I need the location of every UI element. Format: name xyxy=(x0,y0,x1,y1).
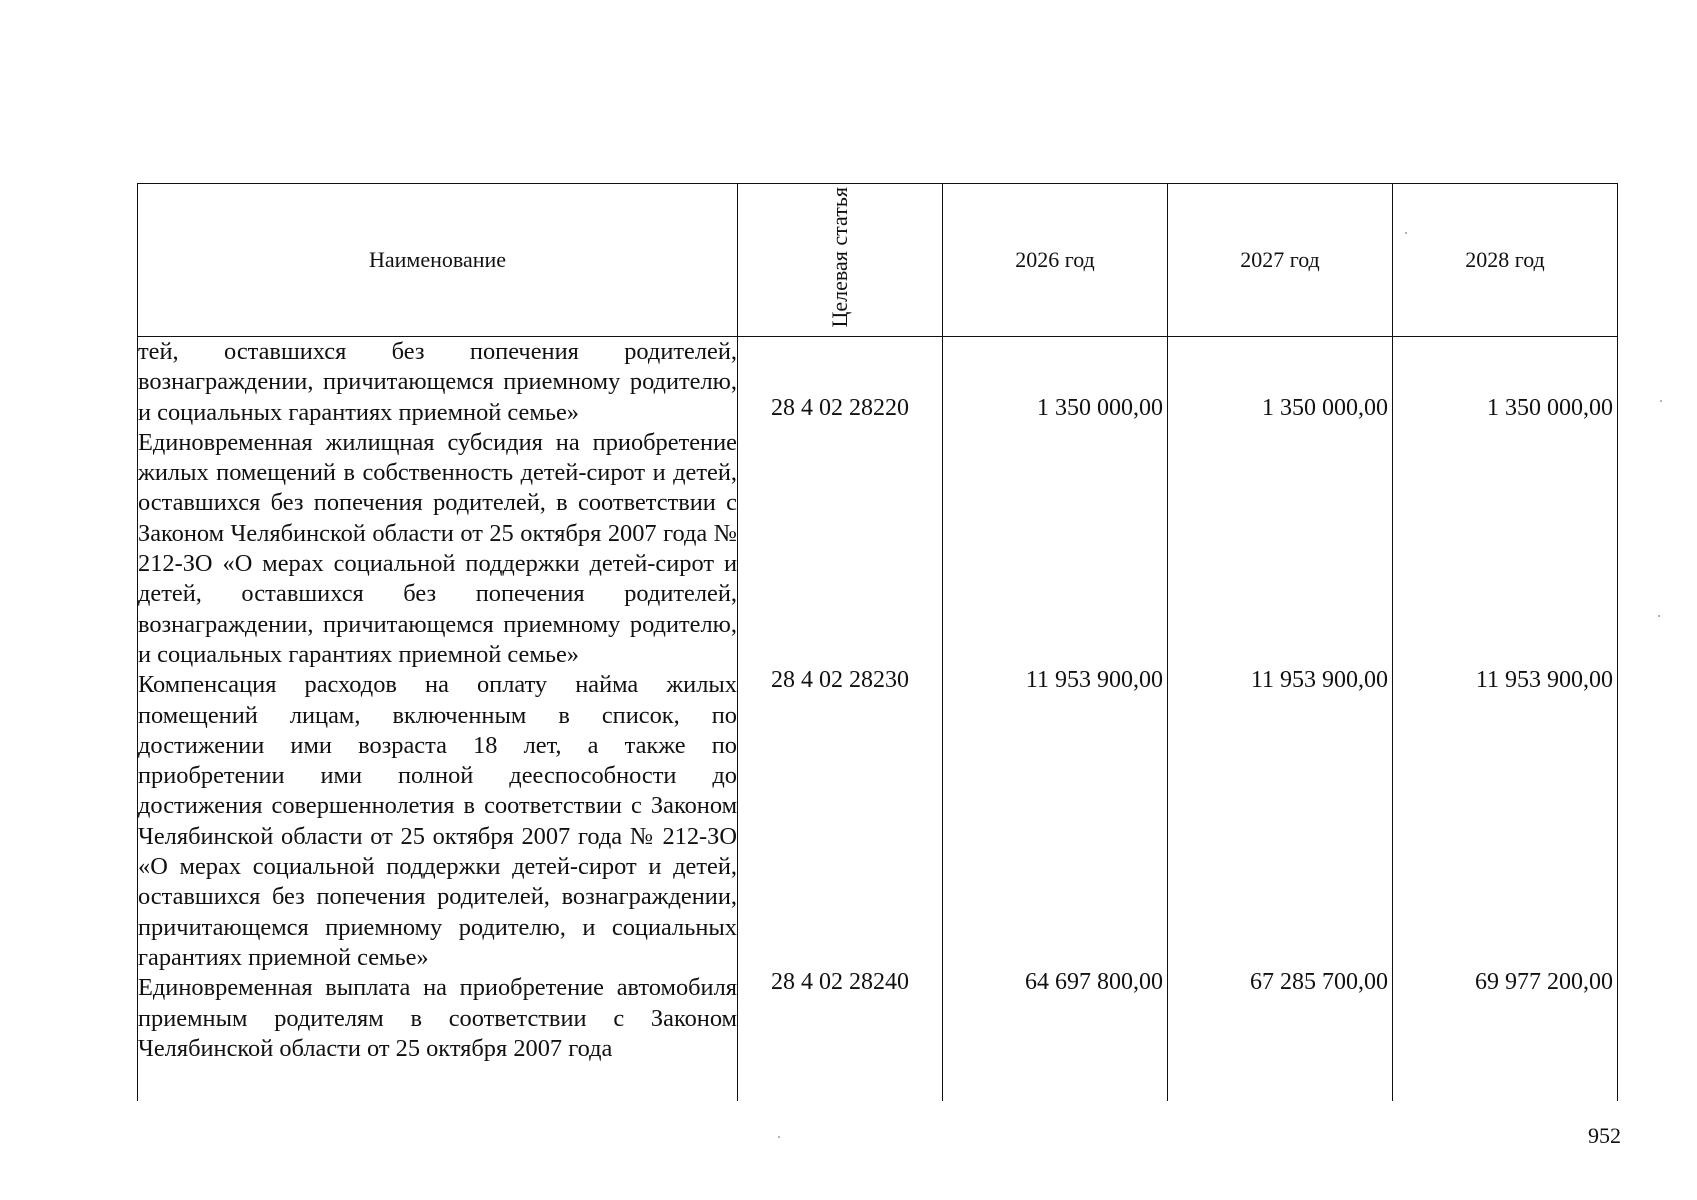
y2026-column xyxy=(943,337,1168,1102)
header-row xyxy=(138,184,1618,337)
header-2026-label: 2026 год xyxy=(1015,247,1095,272)
table-body-row xyxy=(138,337,1618,1102)
row-3-name: Компенсация расходов на оплату найма жилых помещений лицам, включенным в список, по достижении ими возраста 18 лет, а также по приобретении ими полной дееспособности до достижения совершеннолетия в соответствии с Законом Челябинской области от 25 октября 2007 года № 212-ЗО «О мерах социальной поддержки детей-сирот и детей, оставшихся без попечения родителей, вознаграждении, причитающемся приемному родителю, и социальных гарантиях приемной семье» xyxy=(138,671,737,971)
row-1-2026: 1 350 000,00 xyxy=(1037,395,1163,421)
table-row xyxy=(138,337,737,428)
scan-speck xyxy=(1405,232,1407,234)
row-4-name: Единовременная выплата на приобретение автомобиля приемным родителям в соответствии с Законом Челябинской области от 25 октября 2007 года xyxy=(138,974,737,1062)
row-2-2027: 11 953 900,00 xyxy=(1250,667,1388,693)
row-1-2027: 1 350 000,00 xyxy=(1262,395,1388,421)
name-column xyxy=(138,337,738,1102)
scan-speck xyxy=(778,1136,780,1138)
y2027-column xyxy=(1168,337,1393,1102)
page-number: 952 xyxy=(1588,1123,1621,1148)
header-2028 xyxy=(1393,184,1618,337)
row-2-2026: 11 953 900,00 xyxy=(1025,667,1163,693)
row-3-code: 28 4 02 28240 xyxy=(771,969,909,995)
y2028-column xyxy=(1393,337,1618,1102)
row-3-2027: 67 285 700,00 xyxy=(1250,969,1388,995)
scan-speck xyxy=(1660,400,1662,402)
row-3-2026: 64 697 800,00 xyxy=(1025,969,1163,995)
row-2-name: Единовременная жилищная субсидия на приобретение жилых помещений в собственность детей-сирот и детей, оставшихся без попечения родителей, в соответствии с Законом Челябинской области от 25 октября 2007 года № 212-ЗО «О мерах социальной поддержки детей-сирот и детей, оставшихся без попечения родителей, вознаграждении, причитающемся приемному родителю, и социальных гарантиях приемной семье» xyxy=(138,428,737,668)
header-name-label: Наименование xyxy=(368,247,507,272)
row-2-code: 28 4 02 28230 xyxy=(771,667,909,693)
code-column xyxy=(738,337,943,1102)
header-2028-label: 2028 год xyxy=(1465,247,1545,272)
row-1-name: тей, оставшихся без попечения родителей, вознаграждении, причитающемся приемному родителю, и социальных гарантиях приемной семье» xyxy=(138,338,737,426)
header-2026 xyxy=(943,184,1168,337)
scan-speck xyxy=(1658,615,1660,617)
table-row xyxy=(138,973,737,1064)
header-code-label: Целевая статья xyxy=(827,186,852,328)
table-row xyxy=(138,428,737,670)
table-row xyxy=(138,670,737,973)
header-code xyxy=(738,184,943,337)
header-2027-label: 2027 год xyxy=(1240,247,1320,272)
row-2-2028: 11 953 900,00 xyxy=(1475,667,1613,693)
budget-table xyxy=(137,183,1618,1101)
row-3-2028: 69 977 200,00 xyxy=(1475,969,1613,995)
header-name xyxy=(138,184,738,337)
row-1-code: 28 4 02 28220 xyxy=(771,395,909,421)
header-2027 xyxy=(1168,184,1393,337)
row-1-2028: 1 350 000,00 xyxy=(1487,395,1613,421)
